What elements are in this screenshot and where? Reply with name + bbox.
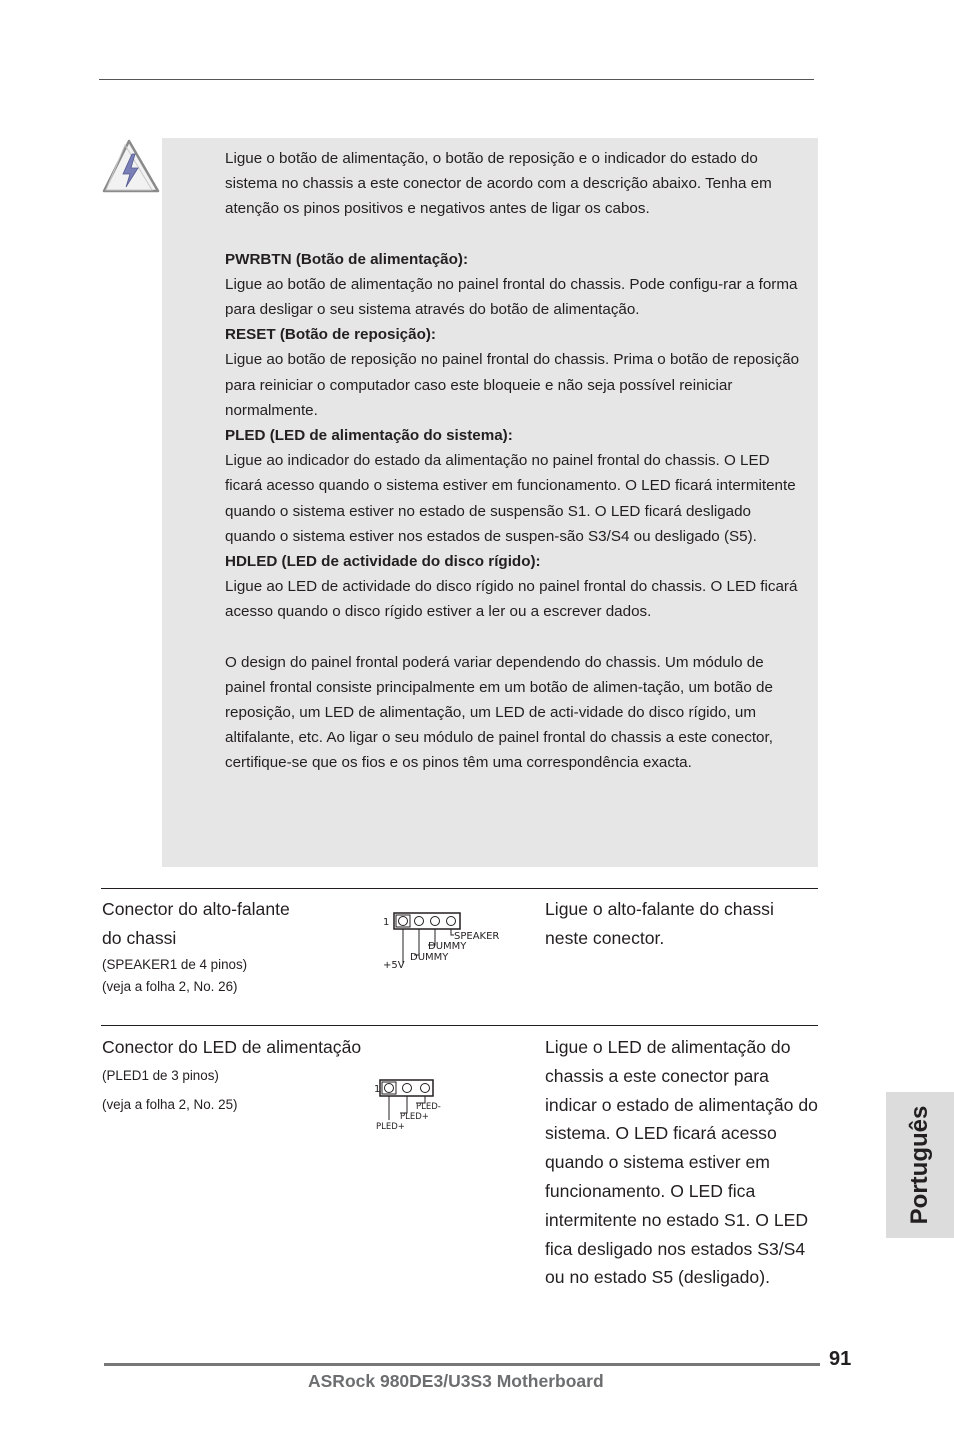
note-text-pled: Ligue ao indicador do estado da alimentação no painel frontal do chassis. O LED ficará acesso quando o sistema estiver em funcionamento. O LED ficará intermitente quando o sistema estiver no estado de suspensão S1. O LED ficará desligado quando o sistema estiver nos estados de suspen-são S3/S4 ou desligado (S5). — [225, 452, 796, 545]
note-heading-pled: PLED (LED de alimentação do sistema): — [225, 427, 513, 445]
pled-description: Ligue o LED de alimentação do chassis a este conector para indicar o estado de alimentação do sistema. O LED ficará acesso quando o sistema estiver em funcionamento. O LED fica intermitente no estado S1. O LED fica desligado nos estados S3/S4 ou no estado S5 (desligado). — [545, 1037, 818, 1288]
warning-note-text — [225, 146, 805, 776]
top-rule — [99, 79, 814, 80]
language-side-tab — [886, 1092, 954, 1238]
warning-icon — [100, 138, 162, 196]
pled-connector-diagram — [370, 1076, 460, 1137]
speaker-pin1-label: 1 — [383, 917, 390, 928]
pled-pins: (PLED1 de 3 pinos) — [102, 1068, 219, 1083]
speaker-description: Ligue o alto-falante do chassi neste conector. — [545, 899, 774, 948]
speaker-label-dummy2: DUMMY — [410, 952, 449, 963]
speaker-info — [102, 954, 352, 998]
speaker-connector-diagram — [378, 908, 518, 973]
note-heading-reset: RESET (Botão de reposição): — [225, 326, 436, 344]
speaker-title-line2: do chassi — [102, 928, 177, 948]
speaker-label-speaker: SPEAKER — [454, 931, 500, 942]
pled-section-rule — [101, 1025, 818, 1026]
note-text-reset: Ligue ao botão de reposição no painel frontal do chassis. Prima o botão de reposição para reiniciar o computador caso este bloqueie e não seja possível reiniciar normalmente. — [225, 351, 800, 419]
speaker-pins: (SPEAKER1 de 4 pinos) — [102, 957, 248, 972]
speaker-label-dummy1: DUMMY — [428, 941, 467, 952]
speaker-section-rule — [101, 888, 818, 889]
note-heading-pwrbtn: PWRBTN (Botão de alimentação): — [225, 250, 469, 268]
pled-label-plus2: PLED+ — [376, 1122, 405, 1132]
language-tab-label: Português — [906, 1105, 933, 1225]
speaker-label-5v: +5V — [383, 960, 405, 968]
speaker-ref: (veja a folha 2, No. 26) — [102, 979, 238, 994]
note-text-pwrbtn: Ligue ao botão de alimentação no painel frontal do chassis. Pode configu-rar a forma para desligar o seu sistema através do botão de alimentação. — [225, 275, 798, 319]
speaker-title-line1: Conector do alto-falante — [102, 899, 290, 919]
pled-ref: (veja a folha 2, No. 25) — [102, 1097, 238, 1112]
pled-pin1-label: 1 — [374, 1084, 381, 1095]
note-intro: Ligue o botão de alimentação, o botão de reposição e o indicador do estado do sistema no chassis a este conector de acordo com a descrição abaixo. Tenha em atenção os pinos positivos e negativos antes de ligar os cabos. — [225, 150, 772, 218]
note-heading-hdled: HDLED (LED de actividade do disco rígido): — [225, 553, 541, 571]
note-text-hdled: Ligue ao LED de actividade do disco rígido no painel frontal do chassis. O LED ficará acesso quando o disco rígido estiver a ler ou a escrever dados. — [225, 578, 798, 621]
pled-title: Conector do LED de alimentação — [102, 1037, 362, 1057]
speaker-title — [102, 895, 352, 953]
page-number: 91 — [829, 1348, 852, 1370]
pled-label-plus1: PLED+ — [400, 1112, 429, 1122]
footer-product: ASRock 980DE3/U3S3 Motherboard — [308, 1371, 604, 1391]
footer-rule — [104, 1363, 820, 1366]
pled-label-minus: PLED- — [416, 1102, 441, 1112]
note-closing: O design do painel frontal poderá variar dependendo do chassis. Um módulo de painel frontal consiste principalmente em um botão de alimen-tação, um botão de reposição, um LED de alimentação, um LED de acti-vidade do disco rígido, um altifalante, etc. Ao ligar o seu módulo de painel frontal do chassis a este conector, certifique-se que os fios e os pinos têm uma correspondência exacta. — [225, 653, 773, 772]
